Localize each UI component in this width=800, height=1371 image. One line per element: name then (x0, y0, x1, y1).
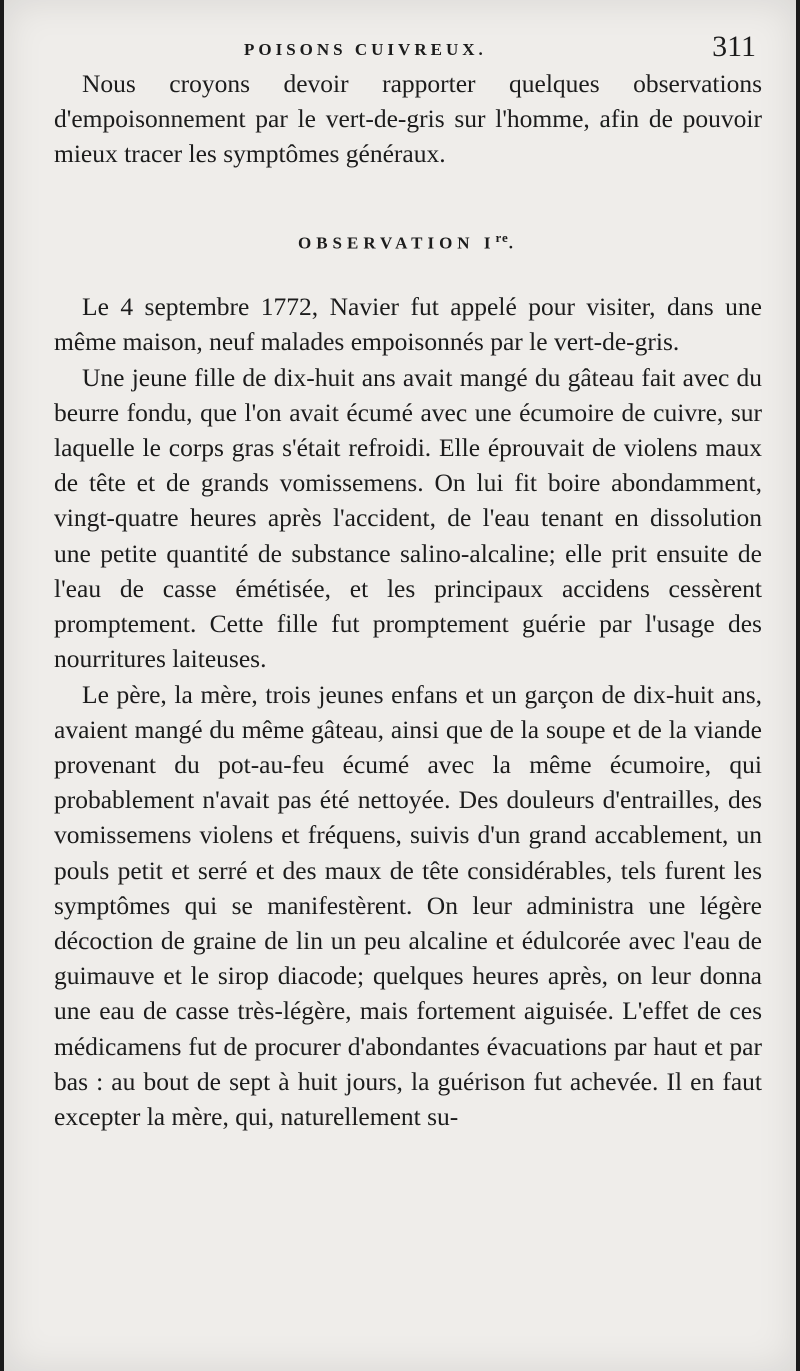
page-number: 311 (712, 30, 756, 63)
intro-paragraph: Nous croyons devoir rapporter quelques observations d'empoisonnement par le vert-de-gris sur l'homme, afin de pouvoir mieux tracer les symptômes généraux. (54, 69, 762, 169)
observation-number: I (483, 233, 496, 253)
observation-label: OBSERVATION (297, 233, 475, 253)
page-content (54, 30, 762, 1134)
body-paragraph: Une jeune fille de dix-huit ans avait mangé du gâteau fait avec du beurre fondu, que l'on avait écumé avec une écumoire de cuivre, sur laquelle le corps gras s'était refroidi. Elle éprouvait de violens maux de tête et de grands vomissemens. On lui fit boire abondamment, vingt-quatre heures après l'accident, de l'eau tenant en dissolution une petite quantité de substance salino-alcaline; elle prit ensuite de l'eau de casse émétisée, et les principaux accidens cessèrent promptement. Cette fille fut promptement guérie par l'usage des nourritures laiteuses. (54, 362, 762, 674)
observation-period: . (508, 233, 519, 253)
book-page (4, 0, 796, 1371)
observation-heading (54, 230, 762, 254)
running-head: POISONS CUIVREUX. (244, 40, 487, 59)
page-header (54, 30, 762, 66)
observation-suffix: re (495, 229, 509, 245)
body-paragraph: Le père, la mère, trois jeunes enfans et un garçon de dix-huit ans, avaient mangé du même gâteau, ainsi que de la soupe et de la viande provenant du pot-au-feu écumé avec la même écumoire, qui probablement n'avait pas été nettoyée. Des douleurs d'entrailles, des vomissemens violens et fréquens, suivis d'un grand accablement, un pouls petit et serré et des maux de tête considérables, tels furent les symptômes qui se manifestèrent. On leur administra une légère décoction de graine de lin un peu alcaline et édulcorée avec l'eau de guimauve et le sirop diacode; quelques heures après, on leur donna une eau de casse très-légère, mais fortement aiguisée. L'effet de ces médicamens fut de procurer d'abondantes évacuations par haut et par bas : au bout de sept à huit jours, la guérison fut achevée. Il en faut excepter la mère, qui, naturellement su- (54, 679, 762, 1131)
body-paragraph: Le 4 septembre 1772, Navier fut appelé pour visiter, dans une même maison, neuf malades empoisonnés par le vert-de-gris. (54, 292, 762, 357)
